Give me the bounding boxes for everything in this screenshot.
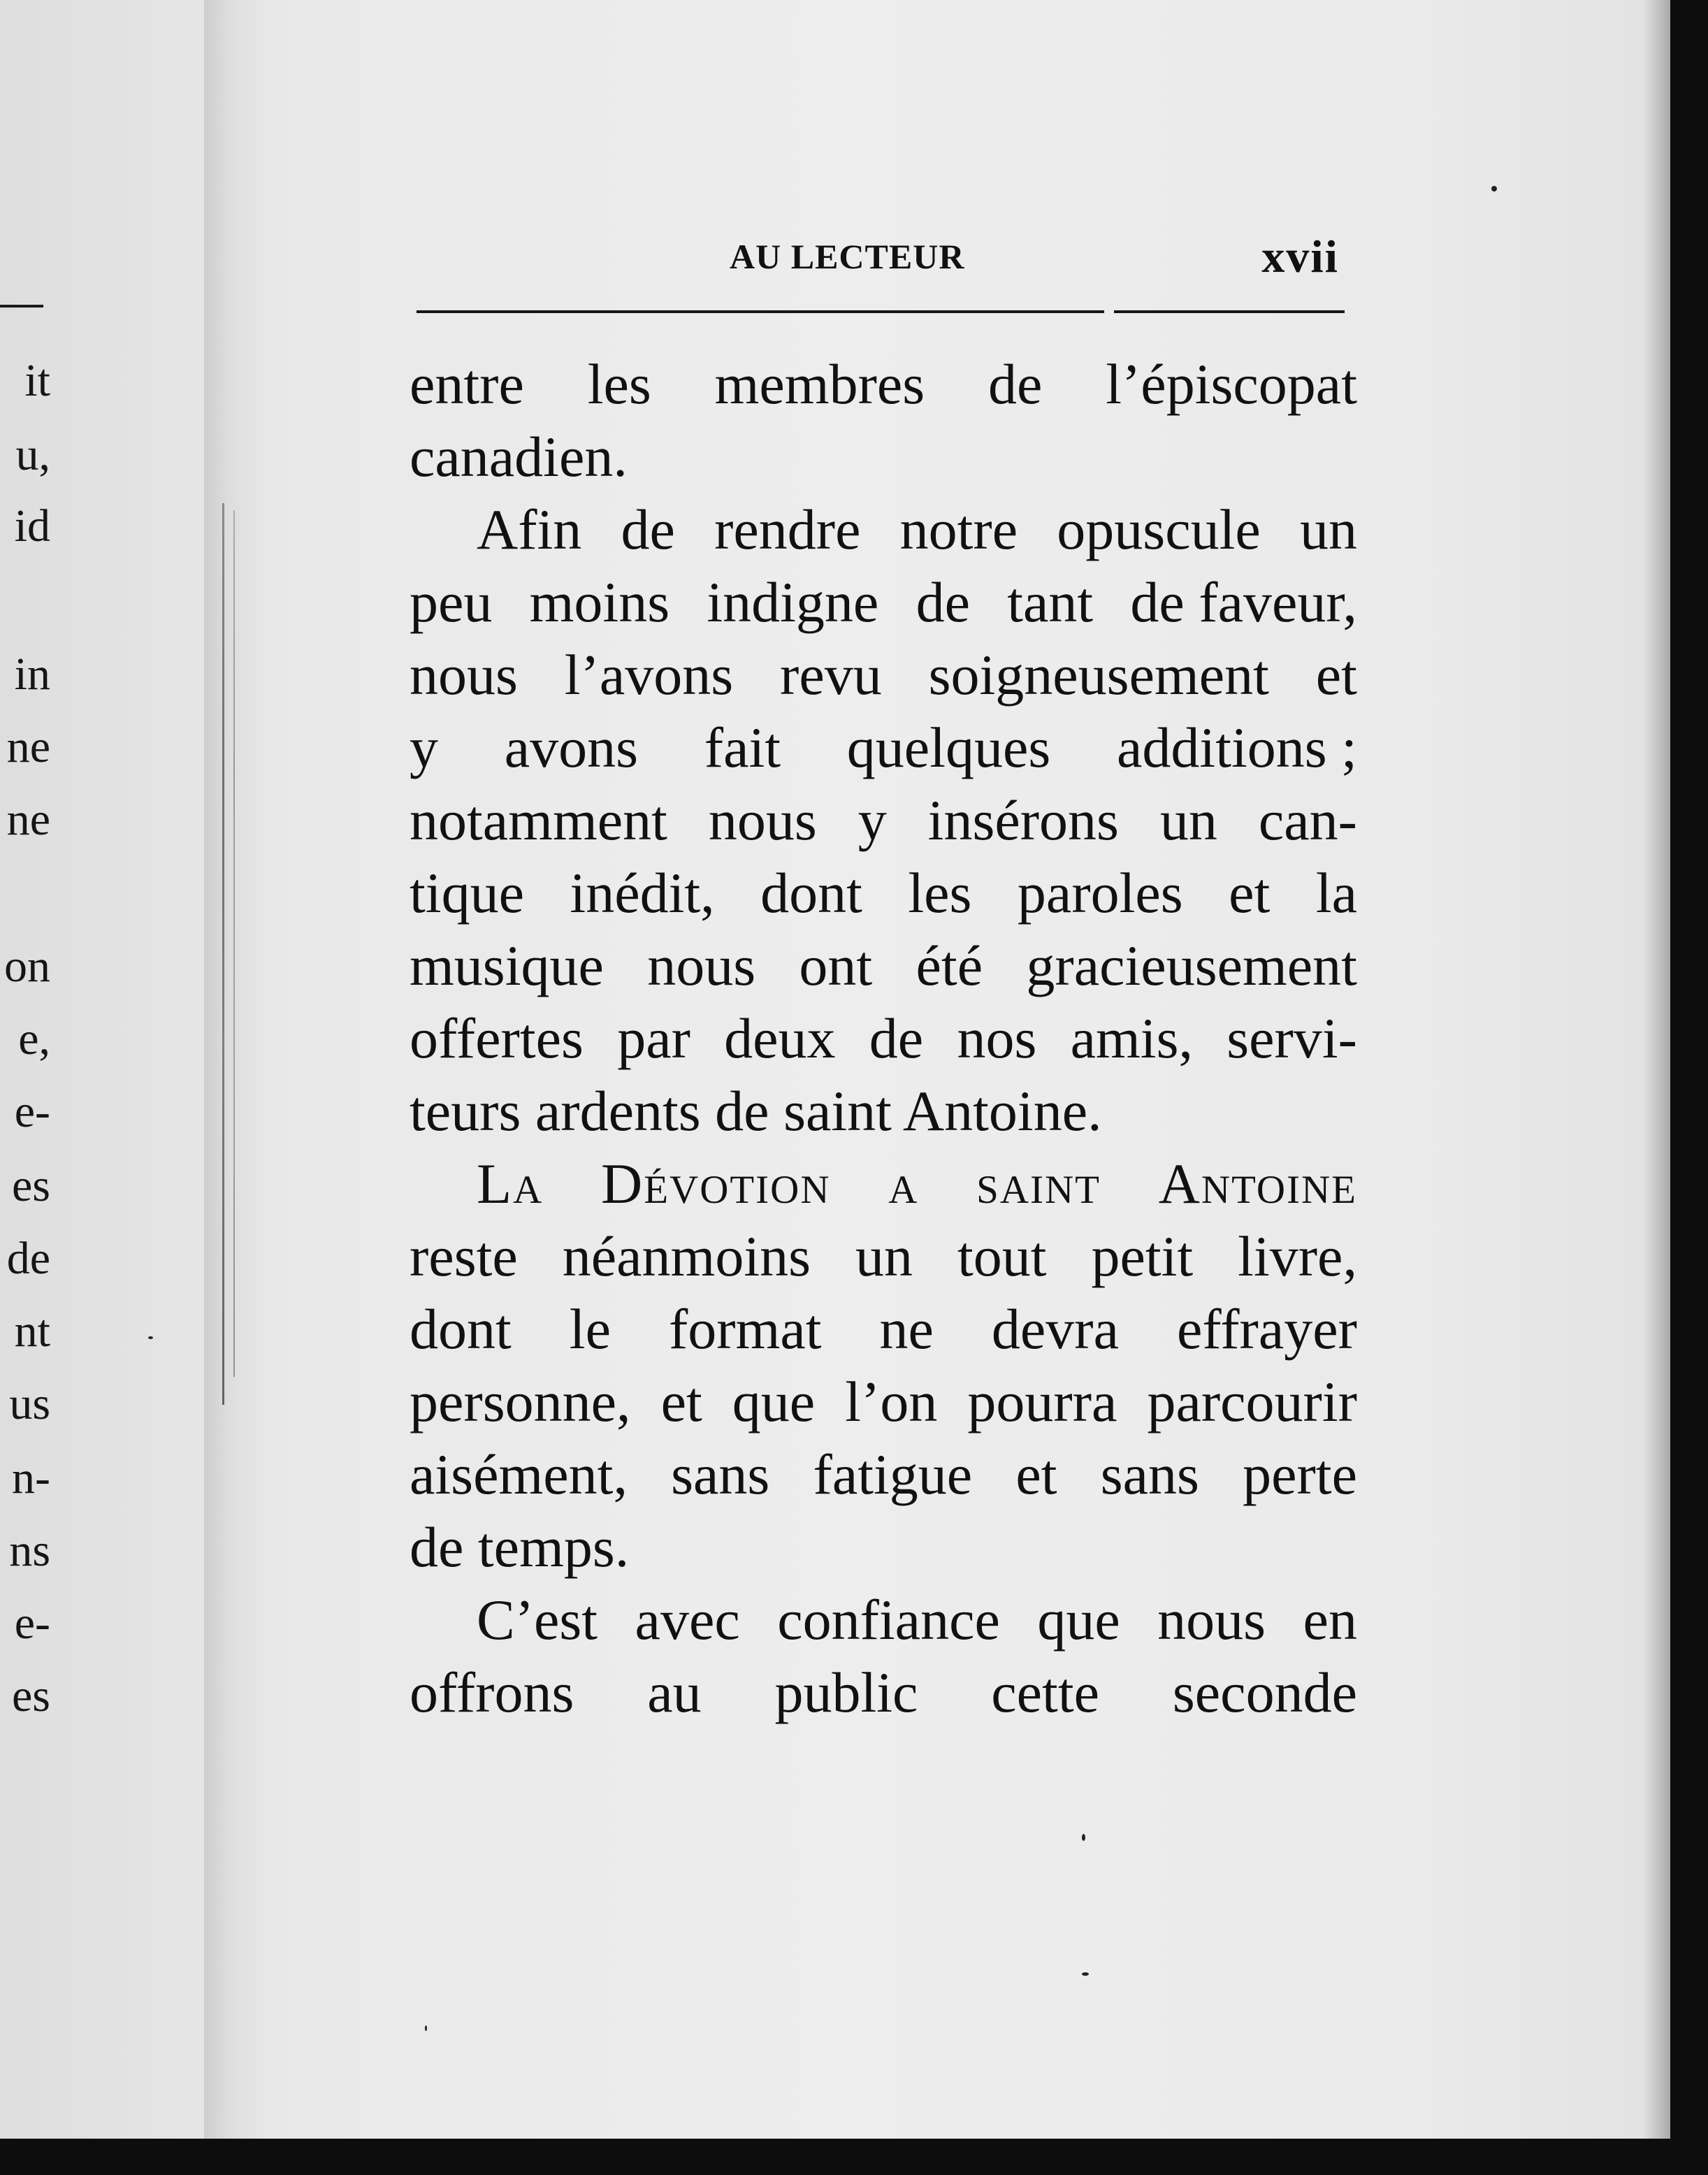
word: de bbox=[621, 498, 675, 561]
word: moins bbox=[529, 570, 670, 634]
word: a bbox=[888, 1152, 919, 1215]
word: inédit, bbox=[570, 861, 715, 925]
running-head bbox=[417, 231, 1339, 292]
word: et bbox=[1315, 643, 1357, 707]
left-page-fragment: it bbox=[24, 355, 50, 406]
word: offertes bbox=[410, 1006, 584, 1070]
word: de bbox=[869, 1006, 924, 1070]
word: l’avons bbox=[564, 643, 734, 707]
text-line bbox=[410, 1438, 1357, 1511]
word: tant bbox=[1007, 570, 1094, 634]
left-page-fragment: e- bbox=[14, 1598, 50, 1649]
word: membres bbox=[714, 352, 925, 416]
binding-mark bbox=[222, 503, 224, 1405]
word: un bbox=[1159, 788, 1217, 852]
word: quelques bbox=[846, 716, 1051, 779]
word: sans bbox=[671, 1443, 770, 1506]
word: avons bbox=[504, 716, 639, 779]
word: fait bbox=[704, 716, 781, 779]
word: parcourir bbox=[1147, 1370, 1357, 1433]
left-page-fragment: e, bbox=[18, 1013, 50, 1064]
running-head-title: AU LECTEUR bbox=[730, 237, 965, 276]
word: soigneusement bbox=[928, 643, 1269, 707]
word: les bbox=[587, 352, 651, 416]
text-line bbox=[410, 1220, 1357, 1293]
word: public bbox=[774, 1661, 918, 1724]
body-text bbox=[410, 348, 1357, 1729]
word: notre bbox=[899, 498, 1018, 561]
word: saint bbox=[976, 1152, 1101, 1215]
word: paroles bbox=[1017, 861, 1183, 925]
scan-speck bbox=[425, 2025, 427, 2031]
left-page-fragment: us bbox=[9, 1378, 50, 1429]
word: musique bbox=[410, 934, 604, 997]
word: seconde bbox=[1172, 1661, 1357, 1724]
word: revu bbox=[780, 643, 882, 707]
left-page-fragment: on bbox=[4, 941, 50, 992]
left-page-fragment: u, bbox=[15, 429, 50, 480]
word: fatigue bbox=[813, 1443, 973, 1506]
word: personne, bbox=[410, 1370, 631, 1433]
scan-border-right bbox=[1670, 0, 1708, 2175]
text-line bbox=[410, 1293, 1357, 1366]
word: dont bbox=[410, 1297, 512, 1361]
word: perte bbox=[1243, 1443, 1357, 1506]
word: les bbox=[908, 861, 972, 925]
word: format bbox=[668, 1297, 822, 1361]
left-page-margin bbox=[0, 0, 56, 2139]
word: le bbox=[569, 1297, 611, 1361]
word: servi- bbox=[1226, 1006, 1357, 1070]
left-page-fragment: ne bbox=[6, 794, 50, 845]
word: Antoine bbox=[1158, 1152, 1357, 1215]
text-line bbox=[410, 1656, 1357, 1729]
scan-border-bottom bbox=[0, 2139, 1708, 2175]
word: et bbox=[1015, 1443, 1057, 1506]
text-line bbox=[410, 857, 1357, 930]
left-page-rule bbox=[0, 305, 43, 308]
word: entre bbox=[410, 352, 524, 416]
scan-speck bbox=[1082, 1834, 1085, 1841]
left-page-fragment: es bbox=[12, 1160, 50, 1211]
word: reste bbox=[410, 1224, 518, 1288]
word: livre, bbox=[1238, 1224, 1357, 1288]
word: de temps. bbox=[410, 1515, 630, 1579]
word: nos bbox=[957, 1006, 1037, 1070]
word: nous bbox=[410, 643, 518, 707]
word: par bbox=[617, 1006, 690, 1070]
word: dont bbox=[760, 861, 862, 925]
word: cette bbox=[991, 1661, 1100, 1724]
word: nous bbox=[708, 788, 817, 852]
word: tique bbox=[410, 861, 524, 925]
word: et bbox=[660, 1370, 702, 1433]
text-line bbox=[410, 711, 1357, 784]
word: sans bbox=[1100, 1443, 1199, 1506]
text-line bbox=[410, 930, 1357, 1002]
left-page-fragment: ne bbox=[6, 721, 50, 772]
word: ne bbox=[879, 1297, 934, 1361]
word: l’on bbox=[845, 1370, 938, 1433]
word: insérons bbox=[927, 788, 1119, 852]
text-line bbox=[410, 639, 1357, 711]
word: nous bbox=[647, 934, 756, 997]
word: can- bbox=[1258, 788, 1357, 852]
word: Afin bbox=[477, 498, 582, 561]
word: la bbox=[1315, 861, 1357, 925]
text-line bbox=[410, 1002, 1357, 1075]
word: gracieusement bbox=[1026, 934, 1357, 997]
word: avec bbox=[635, 1588, 740, 1652]
word: y bbox=[410, 716, 438, 779]
word: de bbox=[988, 352, 1043, 416]
word: amis, bbox=[1070, 1006, 1193, 1070]
gutter-shadow bbox=[204, 0, 267, 2139]
binding-mark-secondary bbox=[233, 510, 235, 1377]
left-page-fragment: es bbox=[12, 1670, 50, 1721]
word: tout bbox=[957, 1224, 1047, 1288]
text-line bbox=[410, 1511, 1357, 1584]
word: Dévotion bbox=[601, 1152, 831, 1215]
word: offrons bbox=[410, 1661, 574, 1724]
word: que bbox=[1037, 1588, 1120, 1652]
head-rule-left bbox=[417, 310, 1104, 313]
word: au bbox=[647, 1661, 702, 1724]
text-line bbox=[410, 784, 1357, 857]
word: confiance bbox=[777, 1588, 1000, 1652]
word: notamment bbox=[410, 788, 667, 852]
word: été bbox=[915, 934, 983, 997]
text-line bbox=[410, 1075, 1357, 1148]
word: pourra bbox=[967, 1370, 1117, 1433]
text-line bbox=[410, 1584, 1357, 1656]
word: peu bbox=[410, 570, 493, 634]
word: C’est bbox=[477, 1588, 598, 1652]
page-number: xvii bbox=[1261, 231, 1339, 282]
text-line bbox=[410, 348, 1357, 421]
word: en bbox=[1303, 1588, 1357, 1652]
word: de faveur, bbox=[1130, 570, 1357, 634]
word: un bbox=[855, 1224, 913, 1288]
text-line bbox=[410, 566, 1357, 639]
word: ont bbox=[799, 934, 873, 997]
text-line bbox=[410, 493, 1357, 566]
left-page-fragment: nt bbox=[14, 1306, 50, 1357]
word: rendre bbox=[714, 498, 861, 561]
left-page-fragment: in bbox=[14, 649, 50, 700]
word: y bbox=[857, 788, 887, 852]
word: et bbox=[1229, 861, 1271, 925]
word: de bbox=[915, 570, 970, 634]
head-rule-right bbox=[1114, 310, 1345, 313]
word: un bbox=[1299, 498, 1357, 561]
word: opuscule bbox=[1057, 498, 1261, 561]
scan-speck bbox=[148, 1336, 153, 1339]
left-page-fragment: e- bbox=[14, 1086, 50, 1137]
word: petit bbox=[1091, 1224, 1194, 1288]
page-edge-shadow bbox=[1642, 0, 1670, 2139]
word: aisément, bbox=[410, 1443, 628, 1506]
left-page-fragment: ns bbox=[9, 1525, 50, 1576]
text-line bbox=[410, 421, 1357, 493]
word: canadien. bbox=[410, 425, 628, 489]
word: La bbox=[477, 1152, 544, 1215]
word: nous bbox=[1157, 1588, 1266, 1652]
scan-speck bbox=[1491, 186, 1497, 192]
word: effrayer bbox=[1177, 1297, 1357, 1361]
word: néanmoins bbox=[562, 1224, 811, 1288]
word: devra bbox=[991, 1297, 1120, 1361]
word: deux bbox=[724, 1006, 836, 1070]
word: additions ; bbox=[1117, 716, 1357, 779]
left-page-fragment: de bbox=[6, 1233, 50, 1284]
word: l’épiscopat bbox=[1106, 352, 1357, 416]
word: indigne bbox=[707, 570, 879, 634]
word: que bbox=[732, 1370, 816, 1433]
text-line bbox=[410, 1366, 1357, 1438]
word: teurs ardents de saint Antoine. bbox=[410, 1079, 1102, 1143]
left-page-fragment: id bbox=[14, 500, 50, 551]
text-line bbox=[410, 1148, 1357, 1220]
scan-speck bbox=[1082, 1972, 1089, 1976]
left-page-fragment: n- bbox=[12, 1452, 50, 1503]
